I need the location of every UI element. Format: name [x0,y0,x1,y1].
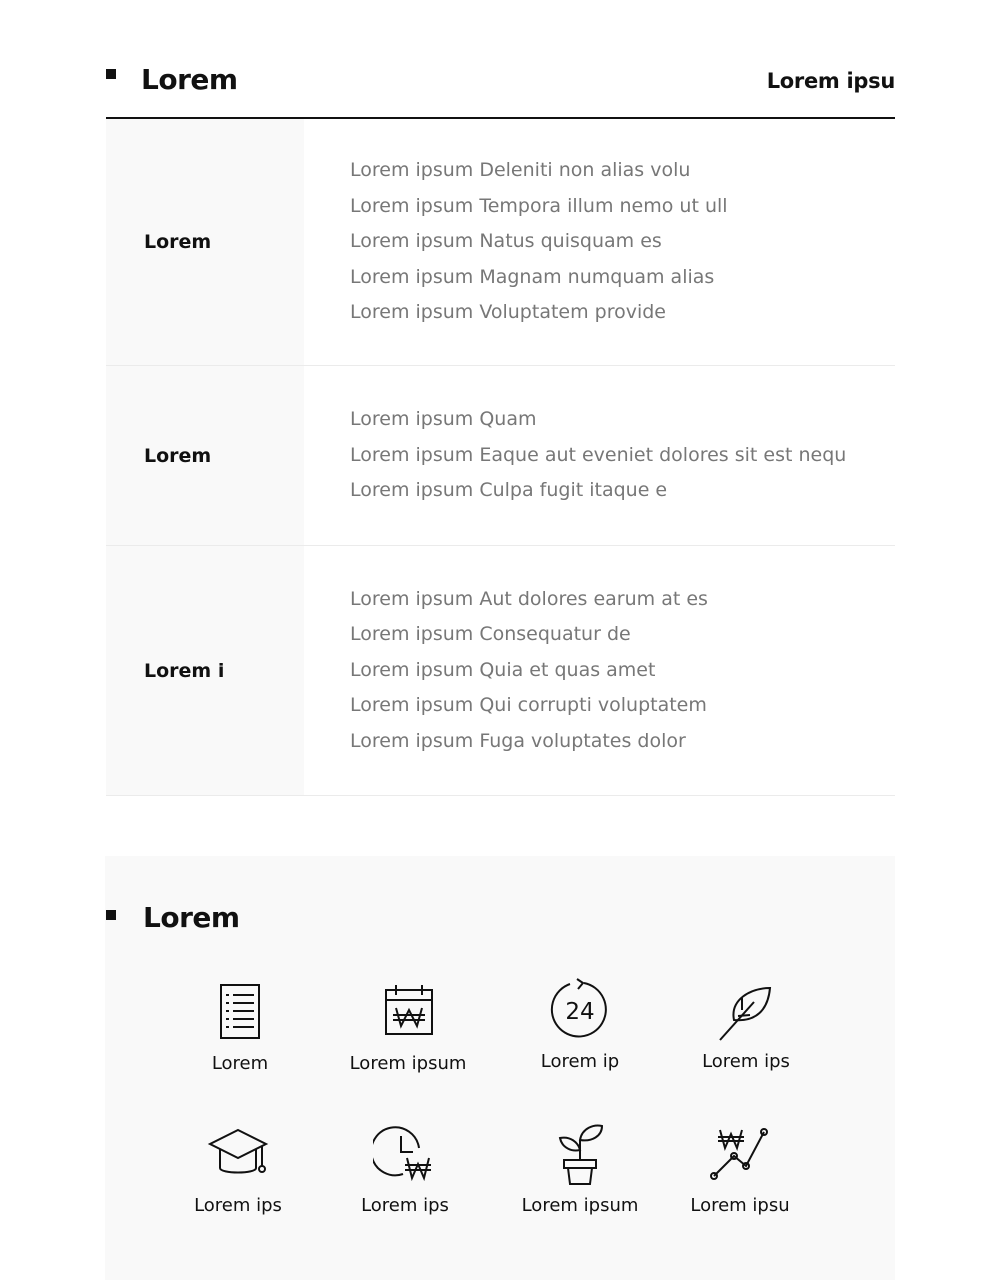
view-more-link[interactable]: Lorem ipsu [766,69,895,93]
table-row [106,366,895,546]
table-row [106,119,895,366]
row-items [304,119,895,365]
list-item: Lorem ipsum Culpa fugit itaque e [350,479,668,502]
service-label: Lorem ipsum [349,1053,467,1074]
service-label: Lorem ipsum [521,1195,639,1216]
service-item-5[interactable] [153,1122,323,1218]
section-header [106,0,895,119]
list-item: Lorem ipsum Tempora illum nemo ut ull [350,194,728,217]
service-item-6[interactable] [320,1122,490,1218]
list-item: Lorem ipsum Aut dolores earum at es [350,587,708,610]
service-label: Lorem ipsu [690,1195,790,1216]
square-bullet-icon [106,910,116,920]
table-row [106,546,895,796]
service-label: Lorem ips [702,1051,790,1072]
service-item-3[interactable] [495,978,665,1074]
service-item-8[interactable] [655,1122,825,1218]
square-bullet-icon [106,69,116,79]
service-label: Lorem [211,1053,269,1074]
service-item-2[interactable] [323,982,493,1076]
calendar-won-icon [378,982,438,1042]
service-label: Lorem ips [361,1195,449,1216]
row-label: Lorem [106,366,304,545]
list-item: Lorem ipsum Consequatur de [350,623,631,646]
leaf-icon [716,982,776,1042]
service-item-7[interactable] [495,1122,665,1218]
row-items [304,546,895,795]
service-item-4[interactable] [661,982,831,1074]
service-label: Lorem ip [540,1051,620,1072]
graduation-cap-icon [206,1122,270,1182]
list-item: Lorem ipsum Quia et quas amet [350,658,656,681]
list-item: Lorem ipsum Quam [350,408,537,431]
section-title: Lorem [143,901,240,934]
service-item-1[interactable] [155,982,325,1076]
list-item: Lorem ipsum Magnam numquam alias [350,265,715,288]
list-item: Lorem ipsum Voluptatem provide [350,301,666,324]
service-label: Lorem ips [194,1195,282,1216]
list-item: Lorem ipsum Natus quisquam es [350,230,662,253]
list-item: Lorem ipsum Eaque aut eveniet dolores sit est nequ [350,443,847,466]
section-title: Lorem [141,63,238,96]
list-item: Lorem ipsum Qui corrupti voluptatem [350,694,707,717]
row-label: Lorem i [106,546,304,795]
info-table-section [106,0,895,796]
plant-pot-icon [550,1122,610,1186]
clock-won-icon [373,1122,437,1182]
row-label: Lorem [106,119,304,365]
services-section [105,856,895,1280]
clock-24-icon [548,978,612,1042]
row-items [304,366,895,545]
svg-text:24: 24 [565,999,595,1025]
list-item: Lorem ipsum Deleniti non alias volu [350,159,691,182]
won-line-chart-icon [708,1122,772,1182]
list-item: Lorem ipsum Fuga voluptates dolor [350,729,686,752]
document-list-icon [210,982,270,1042]
